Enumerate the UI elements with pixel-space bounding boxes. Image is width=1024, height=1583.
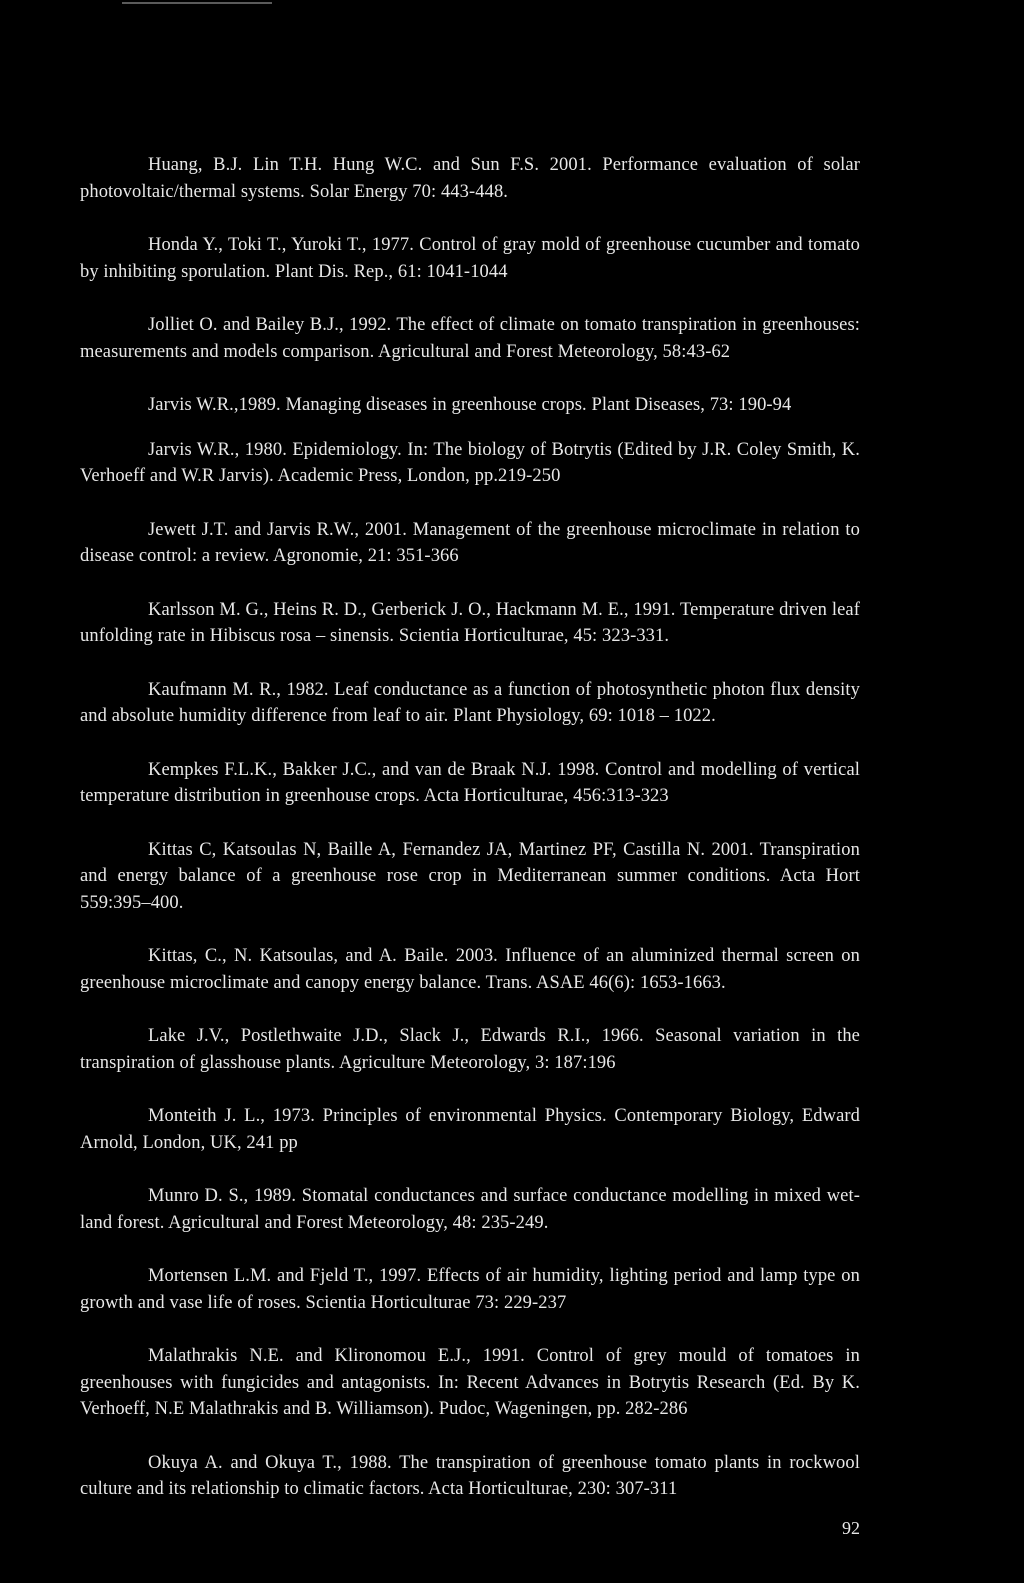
reference-item: Honda Y., Toki T., Yuroki T., 1977. Control of gray mold of greenhouse cucumber and tomato by inhibiting sporulation. Plant Dis. Rep., 61: 1041-1044 — [80, 235, 860, 282]
reference-item: Jewett J.T. and Jarvis R.W., 2001. Management of the greenhouse microclimate in relation to disease control: a review. Agronomie, 21: 351-366 — [80, 519, 860, 566]
reference-item: Huang, B.J. Lin T.H. Hung W.C. and Sun F.S. 2001. Performance evaluation of solar photovoltaic/thermal systems. Solar Energy 70: 443-448. — [80, 155, 860, 202]
reference-list — [80, 152, 860, 1530]
page-number: 92 — [842, 1518, 860, 1538]
top-rule-divider — [122, 2, 272, 4]
reference-item: Okuya A. and Okuya T., 1988. The transpiration of greenhouse tomato plants in rockwool culture and its relationship to climatic factors. Acta Horticulturae, 230: 307-311 — [80, 1452, 860, 1499]
reference-item: Munro D. S., 1989. Stomatal conductances and surface conductance modelling in mixed wet-land forest. Agricultural and Forest Meteorology, 48: 235-249. — [80, 1186, 860, 1233]
reference-item: Jarvis W.R., 1980. Epidemiology. In: The biology of Botrytis (Edited by J.R. Coley Smith, K. Verhoeff and W.R Jarvis). Academic Press, London, pp.219-250 — [80, 439, 860, 486]
reference-item: Lake J.V., Postlethwaite J.D., Slack J., Edwards R.I., 1966. Seasonal variation in the transpiration of glasshouse plants. Agriculture Meteorology, 3: 187:196 — [80, 1026, 860, 1073]
reference-item: Malathrakis N.E. and Klironomou E.J., 1991. Control of grey mould of tomatoes in greenhouses with fungicides and antagonists. In: Recent Advances in Botrytis Research (Ed. By K. Verhoeff, N.E Malathrakis and B. Williamson). Pudoc, Wageningen, pp. 282-286 — [80, 1346, 860, 1419]
reference-item: Karlsson M. G., Heins R. D., Gerberick J. O., Hackmann M. E., 1991. Temperature driven leaf unfolding rate in Hibiscus rosa – sinensis. Scientia Horticulturae, 45: 323-331. — [80, 599, 860, 646]
reference-item: Mortensen L.M. and Fjeld T., 1997. Effects of air humidity, lighting period and lamp type on growth and vase life of roses. Scientia Horticulturae 73: 229-237 — [80, 1266, 860, 1313]
reference-item: Kittas, C., N. Katsoulas, and A. Baile. 2003. Influence of an aluminized thermal screen on greenhouse microclimate and canopy energy balance. Trans. ASAE 46(6): 1653-1663. — [80, 946, 860, 993]
reference-item: Kittas C, Katsoulas N, Baille A, Fernandez JA, Martinez PF, Castilla N. 2001. Transpiration and energy balance of a greenhouse rose crop in Mediterranean summer conditions. Acta Hort 559:395–400. — [80, 839, 860, 913]
reference-item: Jarvis W.R.,1989. Managing diseases in greenhouse crops. Plant Diseases, 73: 190-94 — [148, 395, 792, 415]
reference-item: Kaufmann M. R., 1982. Leaf conductance as a function of photosynthetic photon flux density and absolute humidity difference from leaf to air. Plant Physiology, 69: 1018 – 1022. — [80, 679, 860, 726]
reference-item: Monteith J. L., 1973. Principles of environmental Physics. Contemporary Biology, Edward Arnold, London, UK, 241 pp — [80, 1106, 860, 1153]
reference-item: Kempkes F.L.K., Bakker J.C., and van de Braak N.J. 1998. Control and modelling of vertical temperature distribution in greenhouse crops. Acta Horticulturae, 456:313-323 — [80, 759, 860, 806]
reference-item: Jolliet O. and Bailey B.J., 1992. The effect of climate on tomato transpiration in greenhouses: measurements and models comparison. Agricultural and Forest Meteorology, 58:43-62 — [80, 315, 860, 362]
